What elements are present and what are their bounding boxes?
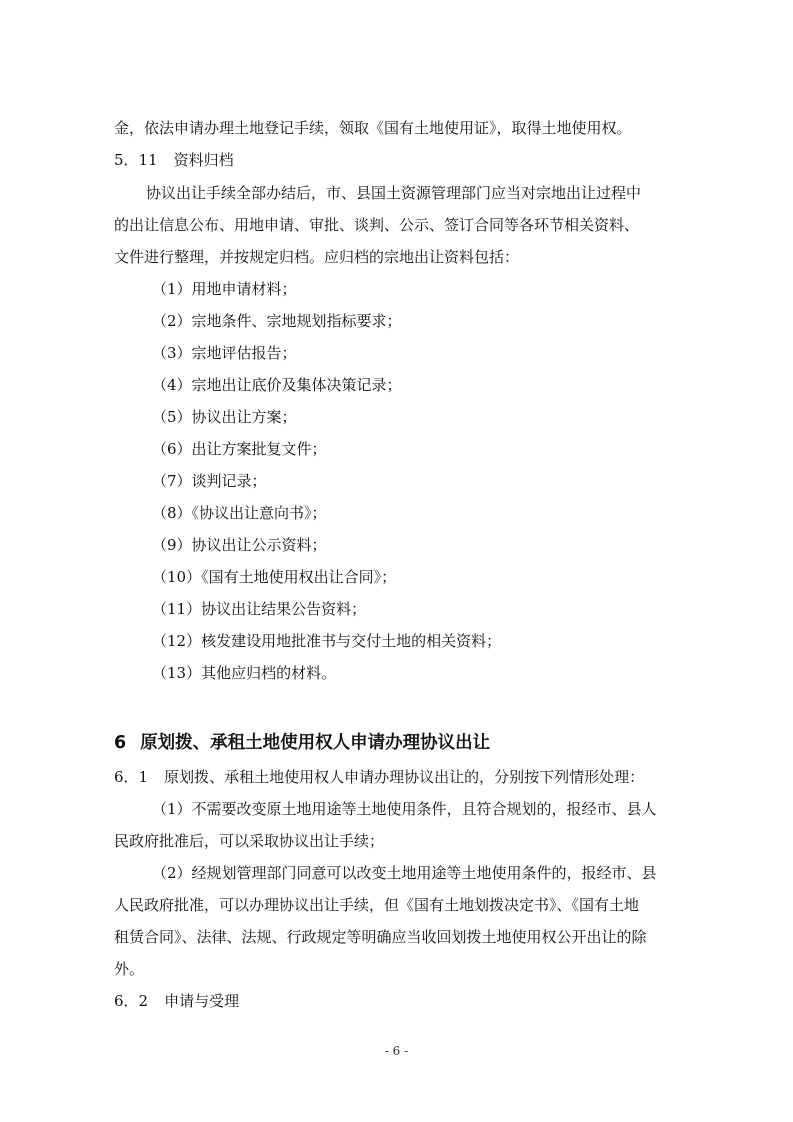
paragraph-line: 的出让信息公布、用地申请、审批、谈判、公示、签订合同等各环节相关资料、	[114, 216, 640, 234]
paragraph-line: 租赁合同》、法律、法规、行政规定等明确应当收回划拨土地使用权公开出让的除	[114, 928, 647, 946]
section-text: 原划拨、承租土地使用权人申请办理协议出让的，分别按下列情形处理：	[164, 768, 645, 786]
list-item: （8）《协议出让意向书》；	[152, 504, 327, 522]
section-title: 申请与受理	[164, 992, 240, 1010]
paragraph-line: （2）经规划管理部门同意可以改变土地用途等土地使用条件的，报经市、县	[152, 864, 657, 882]
section-title: 资料归档	[173, 151, 234, 169]
section-6-2-heading	[114, 991, 679, 1011]
list-item: （11）协议出让结果公告资料；	[152, 600, 367, 618]
list-item: （3）宗地评估报告；	[152, 344, 297, 362]
list-item: （12）核发建设用地批准书与交付土地的相关资料；	[152, 632, 502, 650]
paragraph-line: 民政府批准后，可以采取协议出让手续；	[114, 832, 385, 850]
list-item: （7）谈判记录；	[152, 472, 267, 490]
paragraph-line: （1）不需要改变原土地用途等土地使用条件，且符合规划的，报经市、县人	[152, 800, 657, 818]
continuation-line: 金，依法申请办理土地登记手续，领取《国有土地使用证》，取得土地使用权。	[114, 119, 632, 137]
section-6-1-line	[114, 767, 679, 787]
paragraph-line: 文件进行整理，并按规定归档。应归档的宗地出让资料包括：	[114, 248, 520, 266]
list-item: （5）协议出让方案；	[152, 408, 297, 426]
chapter-title: 原划拨、承租土地使用权人申请办理协议出让	[140, 733, 491, 753]
list-item: （13）其他应归档的材料。	[152, 664, 337, 682]
list-item: （2）宗地条件、宗地规划指标要求；	[152, 312, 402, 330]
paragraph-line: 协议出让手续全部办结后，市、县国土资源管理部门应当对宗地出让过程中	[146, 184, 642, 202]
chapter-number: 6	[114, 733, 127, 753]
section-number: 6．1	[114, 768, 149, 786]
section-number: 6．2	[114, 992, 149, 1010]
list-item: （6）出让方案批复文件；	[152, 440, 327, 458]
chapter-6-heading	[114, 731, 679, 755]
paragraph-line: 外。	[114, 960, 145, 978]
page-number: - 6 -	[384, 1044, 409, 1058]
list-item: （10）《国有土地使用权出让合同》；	[152, 568, 397, 586]
section-number: 5．11	[114, 151, 158, 169]
section-5-11-heading	[114, 150, 679, 170]
list-item: （9）协议出让公示资料；	[152, 536, 327, 554]
list-item: （1）用地申请材料；	[152, 280, 297, 298]
list-item: （4）宗地出让底价及集体决策记录；	[152, 376, 402, 394]
paragraph-line: 人民政府批准，可以办理协议出让手续，但《国有土地划拨决定书》、《国有土地	[114, 896, 640, 914]
